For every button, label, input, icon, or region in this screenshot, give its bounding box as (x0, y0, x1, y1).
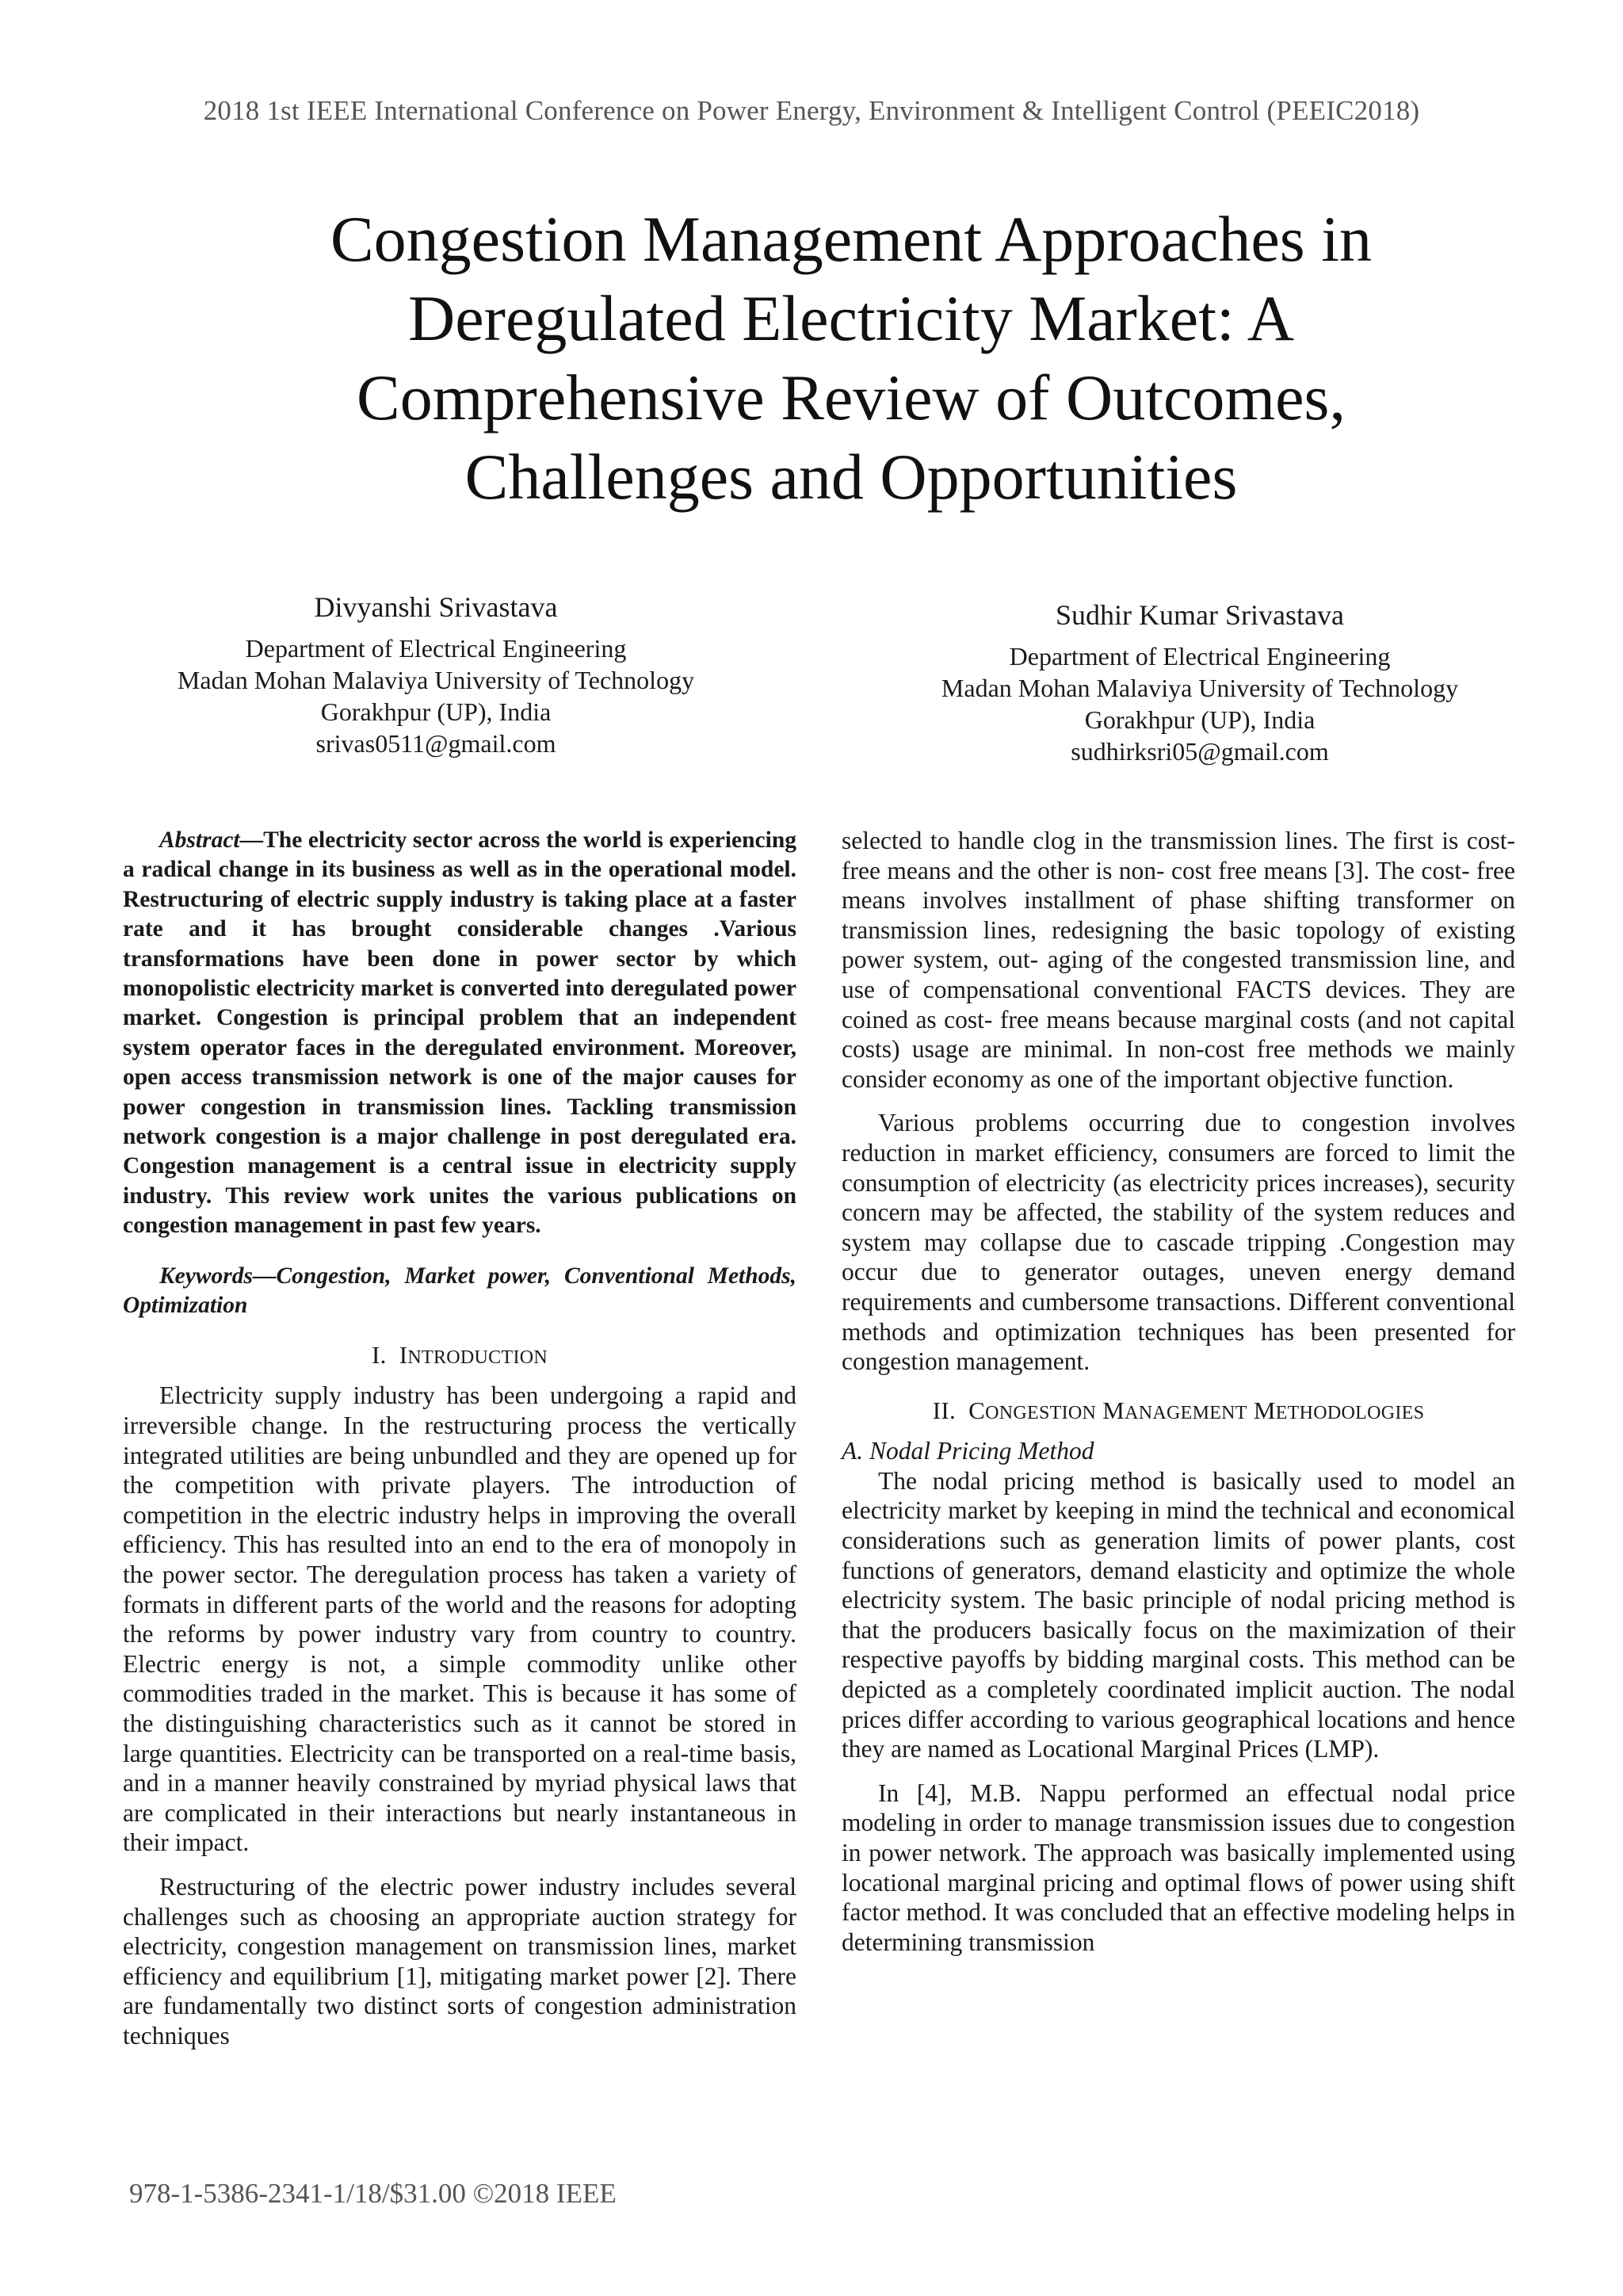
conference-header: 2018 1st IEEE International Conference on Power Energy, Environment & Intelligent Control (PEEIC2018) (203, 95, 1420, 126)
author-email: srivas0511@gmail.com (315, 729, 556, 758)
section-title-initial: M (1102, 1396, 1125, 1424)
body-paragraph: Restructuring of the electric power industry includes several challenges such as choosing an appropriate auction strategy for electricity, congestion management on transmission lines, market efficiency and equilibrium [1], mitigating market power [2]. There are fundamentally two distinct sorts of congestion administration techniques (123, 1872, 796, 2050)
section-heading-methodologies (842, 1396, 1515, 1429)
section-title-rest: ANAGEMENT (1125, 1402, 1247, 1423)
author-location: Gorakhpur (UP), India (1084, 705, 1316, 734)
title-line: Congestion Management Approaches in (330, 203, 1372, 275)
right-column (842, 826, 1515, 1957)
section-title-initial: I (399, 1340, 408, 1369)
keywords: Keywords—Congestion, Market power, Conventional Methods, Optimization (123, 1263, 796, 1319)
body-paragraph: Various problems occurring due to congestion involves reduction in market efficiency, consumers are forced to limit the consumption of electricity (as electricity prices increases), security concern may be affected, the stability of the system reduces and system may collapse due to cascade tripping .Congestion may occur due to generator outages, uneven energy demand requirements and cumbersome transactions. Different conventional methods and optimization techniques has been presented for congestion management. (842, 1109, 1515, 1376)
title-line: Comprehensive Review of Outcomes, (357, 361, 1346, 434)
body-paragraph: selected to handle clog in the transmission lines. The first is cost- free means and the other is non- cost free means [3]. The cost- free means involves installment of phase shifting transformer on transmission lines, redesigning the basic topology of existing power system, out- aging of the congested transmission line, and use of compensational conventional FACTS devices. They are coined as cost- free means because marginal costs (and not capital costs) usage are minimal. In non-cost free methods we mainly consider economy as one of the important objective function. (842, 827, 1515, 1093)
abstract-lead: Abstract (159, 827, 240, 853)
title-line: Challenges and Opportunities (464, 441, 1238, 513)
abstract-text: —The electricity sector across the world is experiencing a radical change in its business as well as in the operational model. Restructuring of electric supply industry is taking place at a faster rate and it has brought considerable changes .Various transformations have been done in power sector by which monopolistic electricity market is converted into deregulated power market. Congestion is principal problem that an independent system operator faces in the deregulated environment. Moreover, open access transmission network is one of the major causes for power congestion in transmission lines. Tackling transmission network congestion is a major challenge in post deregulated era. Congestion management is a central issue in electricity supply industry. This review work unites the various publications on congestion management in past few years. (123, 827, 796, 1239)
body-paragraph: In [4], M.B. Nappu performed an effectual nodal price modeling in order to manage transmission issues due to congestion in power network. The approach was basically implemented using locational marginal pricing and optimal flows of power using shift factor method. It was concluded that an effective modeling helps in determining transmission (842, 1778, 1515, 1956)
author-university: Madan Mohan Malaviya University of Technology (177, 666, 695, 694)
section-title-initial: M (1253, 1396, 1276, 1424)
section-title-initial: C (968, 1396, 986, 1424)
body-paragraph: The nodal pricing method is basically used to model an electricity market by keeping in mind the technical and economical considerations such as generation limits of power plants, cost functions of generators, demand elasticity and optimize the whole electricity system. The basic principle of nodal pricing method is that the producers basically focus on the maximization of their respective payoffs by bidding marginal costs. This method can be depicted as a completely coordinated implicit auction. The nodal prices differ according to various geographical locations and hence they are named as Locational Marginal Prices (LMP). (842, 1466, 1515, 1763)
author-block-2 (843, 599, 1556, 767)
author-department: Department of Electrical Engineering (1009, 642, 1391, 670)
section-title-rest: ETHODOLOGIES (1275, 1402, 1425, 1423)
left-column (123, 826, 796, 2051)
section-title-rest: NTRODUCTION (407, 1347, 548, 1368)
author-department: Department of Electrical Engineering (245, 634, 627, 663)
section-title-rest: ONGESTION (985, 1402, 1097, 1423)
section-number: II. (932, 1396, 957, 1424)
copyright-footer: 978-1-5386-2341-1/18/$31.00 ©2018 IEEE (129, 2178, 617, 2209)
author-email: sudhirksri05@gmail.com (1071, 737, 1329, 766)
author-name: Sudhir Kumar Srivastava (1056, 599, 1344, 631)
title-line: Deregulated Electricity Market: A (408, 282, 1294, 354)
author-name: Divyanshi Srivastava (314, 591, 558, 623)
abstract (123, 826, 796, 1241)
author-block-1 (79, 591, 792, 759)
author-university: Madan Mohan Malaviya University of Technology (941, 674, 1459, 702)
body-paragraph: Electricity supply industry has been undergoing a rapid and irreversible change. In the restructuring process the vertically integrated utilities are being unbundled and they are opened up for the competition with private players. The introduction of competition in the electric industry helps in improving the overall efficiency. This has resulted into an end to the era of monopoly in the power sector. The deregulation process has taken a variety of formats in different parts of the world and the reasons for adopting the reforms by power industry vary from country to country. Electric energy is not, a simple commodity unlike other commodities traded in the market. This is because it has some of the distinguishing characteristics such as it cannot be stored in large quantities. Electricity can be transported on a real-time basis, and in a manner heavily constrained by myriad physical laws that are complicated in their interactions but nearly instantaneous in their impact. (123, 1381, 796, 1857)
author-location: Gorakhpur (UP), India (320, 697, 552, 726)
paper-title (241, 200, 1461, 517)
section-heading-introduction (123, 1340, 796, 1373)
section-number: I. (371, 1340, 387, 1369)
subsection-heading-nodal-pricing: A. Nodal Pricing Method (842, 1437, 1094, 1465)
